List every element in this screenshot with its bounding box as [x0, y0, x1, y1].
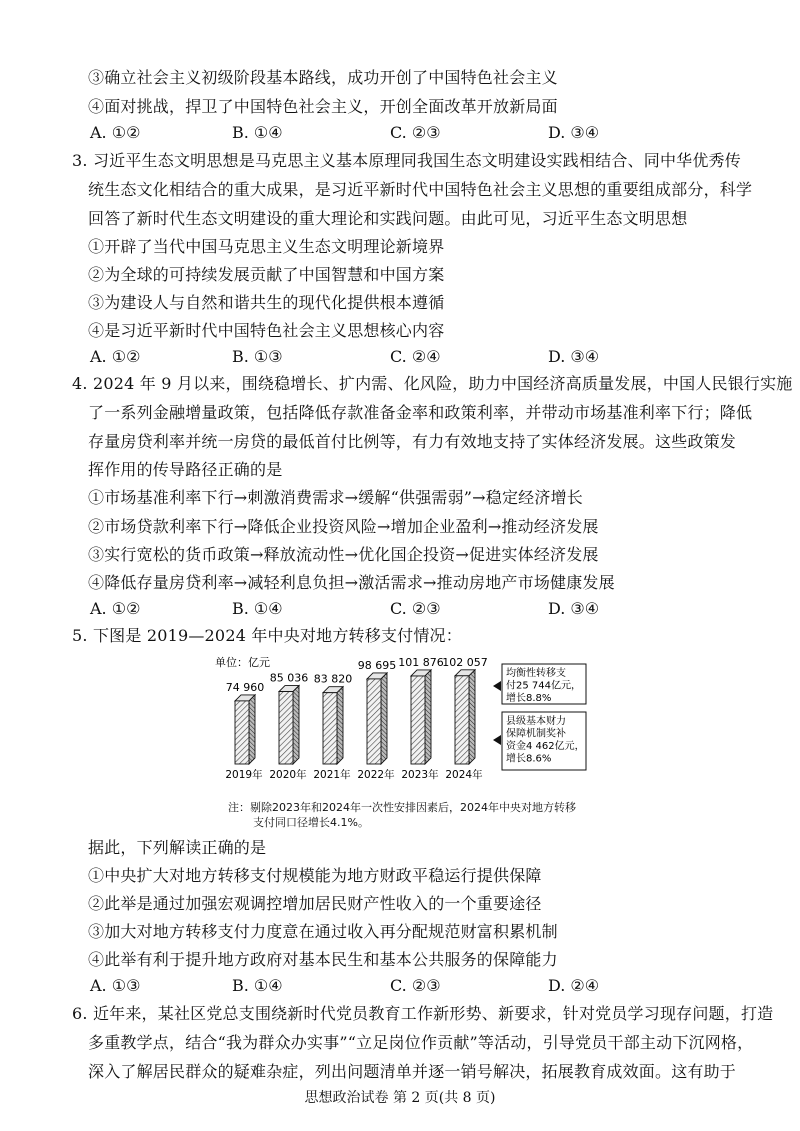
chart-annotation-line: 资金4 462亿元，: [506, 741, 585, 752]
q3-item-3: ③为建设人与自然和谐共生的现代化提供根本遵循: [88, 293, 445, 312]
q5-lead: 据此，下列解读正确的是: [88, 838, 267, 857]
chart-annotation: [493, 712, 586, 770]
chart-bar: [279, 686, 299, 764]
chart-year-label: 2023年: [401, 769, 439, 781]
q6-stem-line-2: 多重教学点，结合“我为群众办实事”“立足岗位作贡献”等活动，引导党员干部主动下沉网格，: [88, 1033, 754, 1052]
q5-option-a: A. ①③: [90, 976, 141, 995]
q3-stem-line-2: 统生态文化相结合的重大成果，是习近平新时代中国特色社会主义思想的重要组成部分，科学: [88, 180, 753, 199]
q4-item-4: ④降低存量房贷利率→减轻利息负担→激活需求→推动房地产市场健康发展: [88, 573, 615, 592]
q2-option-c: C. ②③: [390, 123, 441, 142]
q3-item-2: ②为全球的可持续发展贡献了中国智慧和中国方案: [88, 265, 445, 284]
q3-option-b: B. ①③: [232, 347, 283, 366]
q5-option-c: C. ②③: [390, 976, 441, 995]
chart-unit-label: 单位：亿元: [215, 656, 270, 669]
q3-stem-line-3: 回答了新时代生态文明建设的重大理论和实践问题。由此可见，习近平生态文明思想: [88, 209, 688, 228]
q6-stem-line-1: 6. 近年来，某社区党总支围绕新时代党员教育工作新形势、新要求，针对党员学习现存问题，打造: [72, 1004, 774, 1023]
chart-year-label: 2020年: [269, 769, 307, 781]
q6-stem-line-3: 深入了解居民群众的疑难杂症，列出问题清单并逐一销号解决，拓展教育成效面。这有助于: [88, 1062, 737, 1081]
chart-year-label: 2021年: [313, 769, 351, 781]
transfer-payment-chart: [215, 652, 615, 797]
chart-svg: [215, 652, 615, 797]
q5-item-1: ①中央扩大对地方转移支付规模能为地方财政平稳运行提供保障: [88, 866, 542, 885]
q4-option-b: B. ①④: [232, 599, 283, 618]
q4-item-2: ②市场贷款利率下行→降低企业投资风险→增加企业盈利→推动经济发展: [88, 517, 599, 536]
q4-option-a: A. ①②: [90, 599, 141, 618]
q2-option-b: B. ①④: [232, 123, 283, 142]
q2-item-4: ④面对挑战，捍卫了中国特色社会主义，开创全面改革开放新局面: [88, 97, 558, 116]
q2-option-d: D. ③④: [548, 123, 600, 142]
q4-stem-line-3: 存量房贷利率并统一房贷的最低首付比例等，有力有效地支持了实体经济发展。这些政策发: [88, 432, 737, 451]
chart-bar: [323, 687, 343, 764]
q3-item-1: ①开辟了当代中国马克思主义生态文明理论新境界: [88, 237, 445, 256]
page-footer: 思想政治试卷 第 2 页(共 8 页): [304, 1090, 496, 1106]
q3-stem-line-1: 3. 习近平生态文明思想是马克思主义基本原理同我国生态文明建设实践相结合、同中华优秀传: [72, 151, 741, 170]
q5-item-2: ②此举是通过加强宏观调控增加居民财产性收入的一个重要途径: [88, 894, 542, 913]
q3-option-c: C. ②④: [390, 347, 441, 366]
q5-option-b: B. ①④: [232, 976, 283, 995]
chart-value-label: 83 820: [313, 672, 353, 686]
chart-annotation-line: 均衡性转移支: [506, 668, 566, 679]
q4-item-3: ③实行宽松的货币政策→释放流动性→优化国企投资→促进实体经济发展: [88, 545, 599, 564]
q4-stem-line-4: 挥作用的传导路径正确的是: [88, 460, 283, 479]
chart-annotation-line: 县级基本财力: [506, 716, 566, 727]
q4-stem-line-1: 4. 2024 年 9 月以来，围绕稳增长、扩内需、化风险，助力中国经济高质量发展，中国人民银行实施: [72, 374, 793, 393]
q5-option-d: D. ②④: [548, 976, 600, 995]
chart-value-label: 102 057: [442, 655, 488, 669]
chart-bar: [367, 673, 387, 764]
chart-bar: [411, 670, 431, 764]
chart-year-label: 2022年: [357, 769, 395, 781]
chart-year-label: 2019年: [225, 769, 263, 781]
q2-option-a: A. ①②: [90, 123, 141, 142]
chart-bar: [455, 670, 475, 764]
q5-item-3: ③加大对地方转移支付力度意在通过收入再分配规范财富积累机制: [88, 922, 558, 941]
chart-annotation-line: 增长8.8%: [506, 693, 552, 704]
chart-value-label: 85 036: [269, 671, 309, 685]
chart-note-line-2: 支付同口径增长4.1%。: [253, 816, 369, 829]
chart-annotation-line: 增长8.6%: [506, 753, 552, 765]
q3-item-4: ④是习近平新时代中国特色社会主义思想核心内容: [88, 321, 445, 340]
chart-bar: [235, 695, 255, 764]
chart-annotation-line: 付25 744亿元，: [506, 680, 581, 692]
q3-option-a: A. ①②: [90, 347, 141, 366]
q5-stem: 5. 下图是 2019—2024 年中央对地方转移支付情况：: [72, 626, 462, 645]
chart-year-label: 2024年: [445, 769, 483, 781]
q4-option-d: D. ③④: [548, 599, 600, 618]
chart-note-line-1: 注：剔除2023年和2024年一次性安排因素后，2024年中央对地方转移: [228, 801, 576, 814]
chart-annotation-line: 保障机制奖补: [506, 728, 566, 740]
q3-option-d: D. ③④: [548, 347, 600, 366]
chart-value-label: 98 695: [357, 658, 397, 672]
q2-item-3: ③确立社会主义初级阶段基本路线，成功开创了中国特色社会主义: [88, 68, 558, 87]
chart-value-label: 74 960: [225, 680, 265, 694]
chart-annotation: [493, 664, 586, 704]
chart-value-label: 101 876: [398, 655, 444, 669]
q4-stem-line-2: 了一系列金融增量政策，包括降低存款准备金率和政策利率，并带动市场基准利率下行；降低: [88, 403, 753, 422]
q4-item-1: ①市场基准利率下行→刺激消费需求→缓解“供强需弱”→稳定经济增长: [88, 488, 583, 507]
q4-option-c: C. ②③: [390, 599, 441, 618]
q5-item-4: ④此举有利于提升地方政府对基本民生和基本公共服务的保障能力: [88, 950, 558, 969]
